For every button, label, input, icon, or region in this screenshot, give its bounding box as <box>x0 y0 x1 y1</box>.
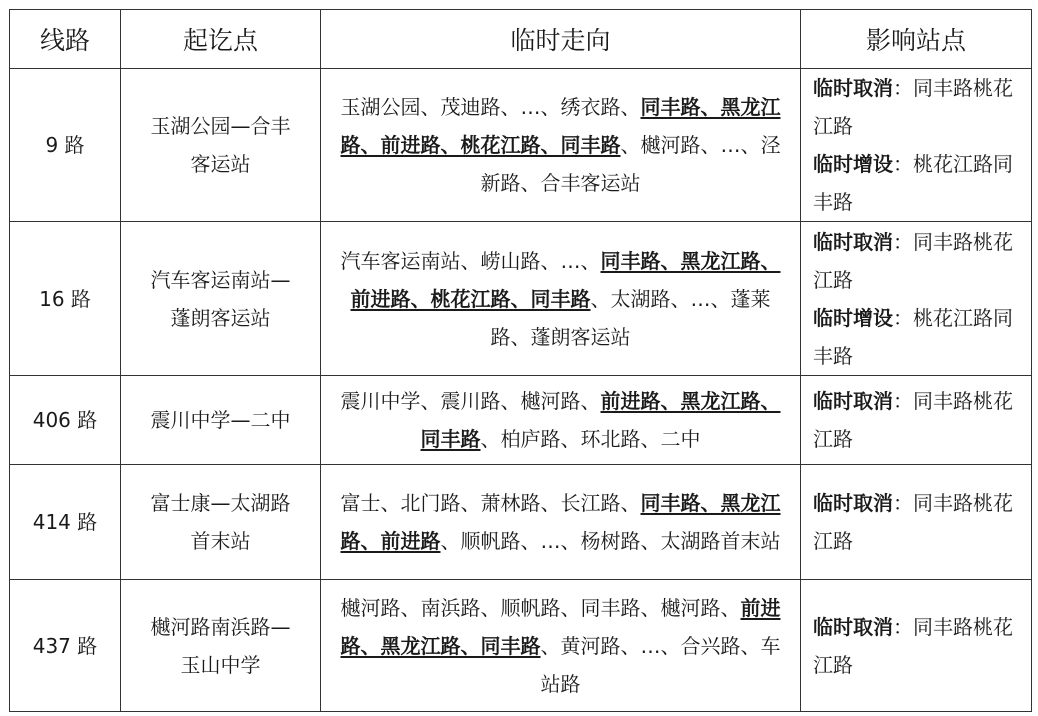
route-segment: 、黄河路、…、合兴路、车站路 <box>540 633 781 696</box>
od-text: 樾河路南浜路— <box>150 614 291 639</box>
affect-label: 临时增设 <box>813 305 893 330</box>
origin-destination-cell <box>121 580 321 712</box>
affected-stops-cell <box>801 376 1032 465</box>
affect-sep: ： <box>893 152 913 176</box>
affect-entry <box>813 382 1025 458</box>
affect-text: 同丰路桃花江路 <box>813 614 1013 677</box>
line-cell: 16 路 <box>10 222 121 376</box>
route-segment: 、樾河路、…、泾新路、合丰客运站 <box>480 133 781 195</box>
affect-label: 临时取消 <box>813 614 893 639</box>
route-cell <box>321 376 801 465</box>
header-origin-destination: 起讫点 <box>121 10 321 69</box>
table-header-row <box>10 10 1032 69</box>
affect-sep: ： <box>893 76 913 100</box>
route-segment: 震川中学、震川路、樾河路、 <box>340 389 601 413</box>
affected-stops-cell <box>801 222 1032 376</box>
affect-entry <box>813 484 1025 560</box>
origin-destination-cell <box>121 465 321 580</box>
route-segment-highlighted: 前进路、黑龙江路、同丰路 <box>340 595 781 658</box>
table-row <box>10 465 1032 580</box>
affect-label: 临时取消 <box>813 491 893 515</box>
line-cell: 437 路 <box>10 580 121 712</box>
od-text: 震川中学—二中 <box>150 408 291 432</box>
route-segment: 富士、北门路、萧林路、长江路、 <box>340 491 641 515</box>
affect-text: 同丰路桃花江路 <box>813 491 1013 553</box>
od-text: 首末站 <box>190 529 251 553</box>
od-text: 玉湖公园—合丰 <box>150 114 291 138</box>
header-line: 线路 <box>10 10 121 69</box>
affect-text: 同丰路桃花江路 <box>813 389 1013 451</box>
affect-entry <box>813 299 1025 375</box>
affect-text: 桃花江路同丰路 <box>813 305 1013 368</box>
affect-label: 临时取消 <box>813 389 893 413</box>
route-segment: 汽车客运南站、崂山路、…、 <box>340 248 601 273</box>
table-row <box>10 222 1032 376</box>
affect-label: 临时增设 <box>813 152 893 176</box>
affect-text: 同丰路桃花江路 <box>813 76 1013 138</box>
affect-sep: ： <box>893 614 913 639</box>
document-page <box>9 9 1032 712</box>
od-text: 客运站 <box>190 152 251 176</box>
od-text: 汽车客运南站— <box>150 267 291 292</box>
route-segment: 樾河路、南浜路、顺帆路、同丰路、樾河路、 <box>340 595 741 620</box>
route-segment-highlighted: 前进路、黑龙江路、同丰路 <box>420 389 781 451</box>
route-cell <box>321 69 801 222</box>
affect-entry <box>813 223 1025 299</box>
affect-sep: ： <box>893 491 913 515</box>
line-cell: 406 路 <box>10 376 121 465</box>
line-cell: 414 路 <box>10 465 121 580</box>
od-text: 富士康—太湖路 <box>150 491 291 515</box>
affect-sep: ： <box>893 229 913 254</box>
route-segment: 、顺帆路、…、杨树路、太湖路首末站 <box>440 529 781 553</box>
affect-text: 桃花江路同丰路 <box>813 152 1013 214</box>
affect-label: 临时取消 <box>813 76 893 100</box>
table-row <box>10 580 1032 712</box>
affect-text: 同丰路桃花江路 <box>813 229 1013 292</box>
od-text: 蓬朗客运站 <box>170 305 271 330</box>
affect-entry <box>813 145 1025 221</box>
route-cell <box>321 465 801 580</box>
affect-sep: ： <box>893 389 913 413</box>
route-segment: 玉湖公园、茂迪路、…、绣衣路、 <box>340 95 641 119</box>
affect-entry <box>813 69 1025 145</box>
affected-stops-cell <box>801 465 1032 580</box>
affect-sep: ： <box>893 305 913 330</box>
od-text: 玉山中学 <box>180 652 261 677</box>
table-row <box>10 376 1032 465</box>
route-change-table <box>9 9 1032 712</box>
route-cell <box>321 222 801 376</box>
route-segment-highlighted: 同丰路、黑龙江路、前进路 <box>340 491 781 553</box>
route-segment: 、柏庐路、环北路、二中 <box>480 427 701 451</box>
route-cell <box>321 580 801 712</box>
route-segment-highlighted: 同丰路、黑龙江路、前进路、桃花江路、同丰路 <box>350 248 781 311</box>
origin-destination-cell <box>121 376 321 465</box>
origin-destination-cell <box>121 69 321 222</box>
affected-stops-cell <box>801 580 1032 712</box>
line-cell: 9 路 <box>10 69 121 222</box>
table-row <box>10 69 1032 222</box>
affect-entry <box>813 608 1025 684</box>
route-segment: 、太湖路、…、蓬莱路、蓬朗客运站 <box>490 286 771 349</box>
affected-stops-cell <box>801 69 1032 222</box>
route-segment-highlighted: 同丰路、黑龙江路、前进路、桃花江路、同丰路 <box>340 95 781 157</box>
header-affected-stops: 影响站点 <box>801 10 1032 69</box>
header-temporary-route: 临时走向 <box>321 10 801 69</box>
origin-destination-cell <box>121 222 321 376</box>
affect-label: 临时取消 <box>813 229 893 254</box>
